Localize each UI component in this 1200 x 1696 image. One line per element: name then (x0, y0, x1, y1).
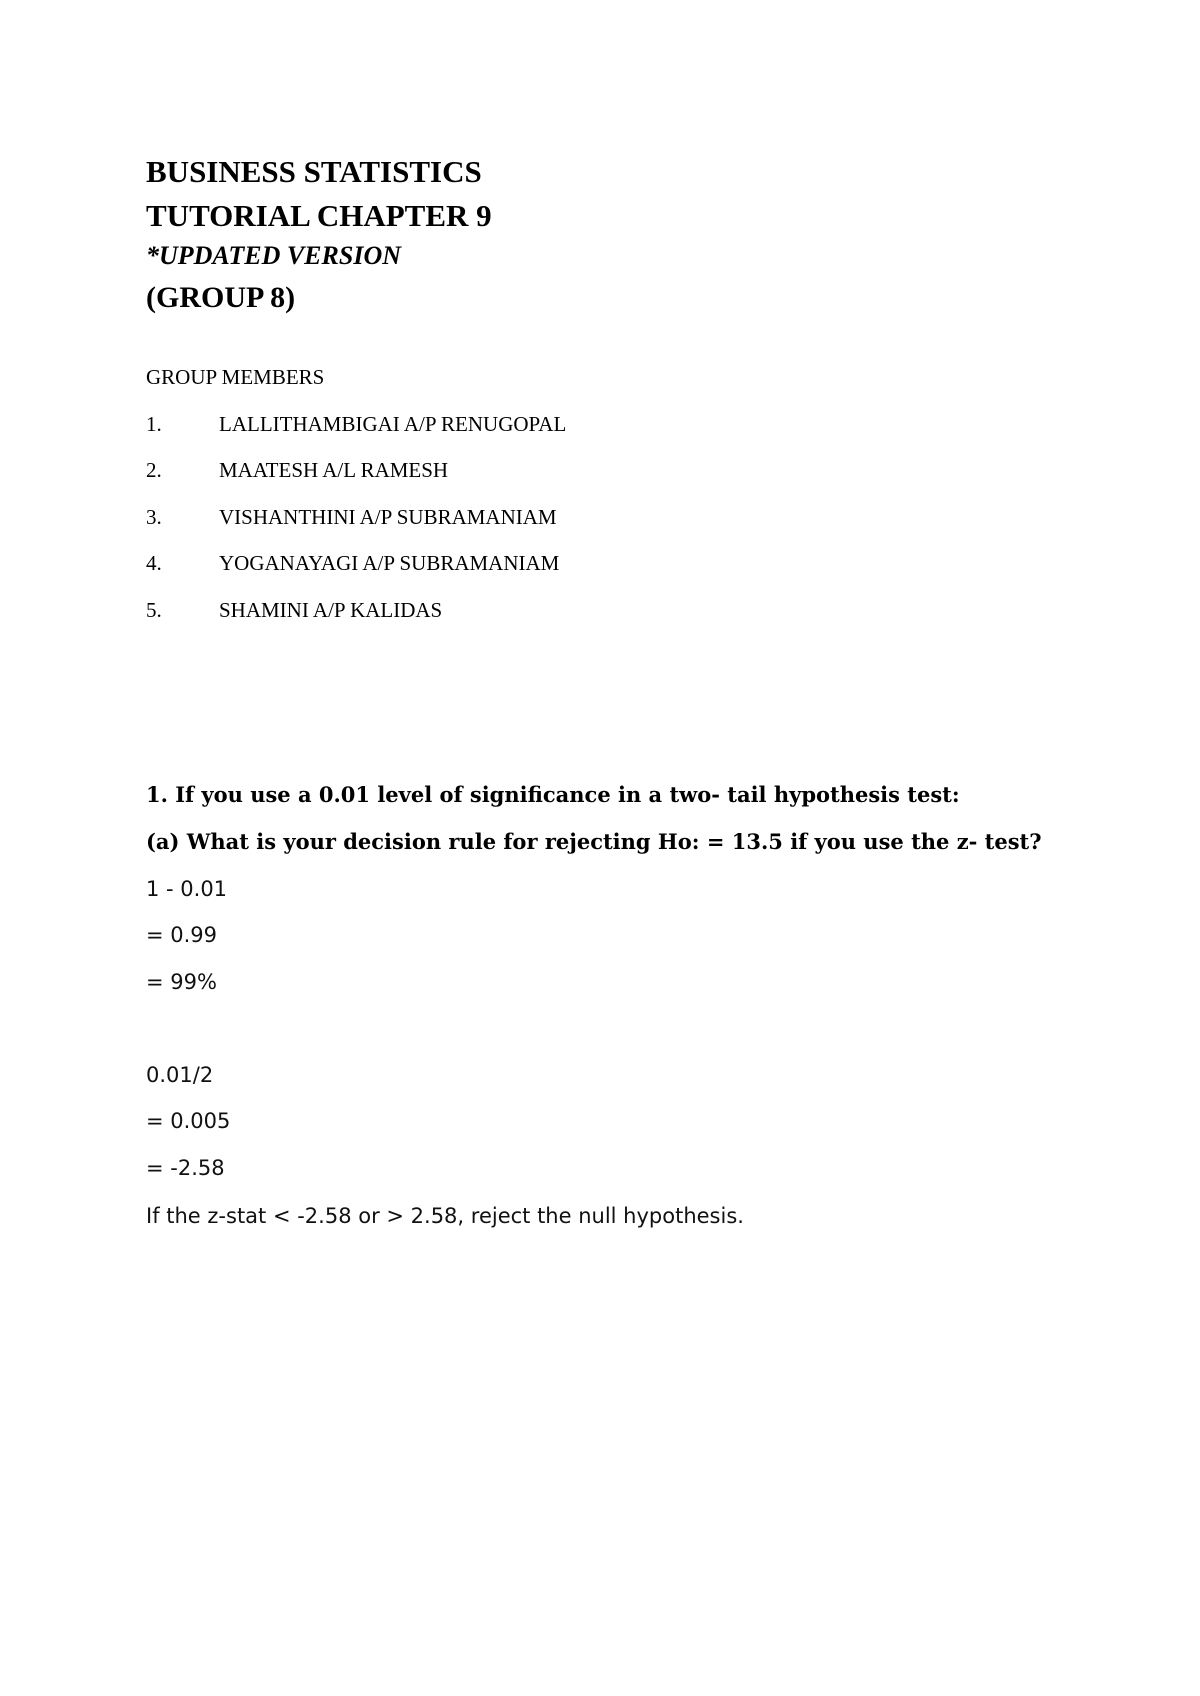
calc-line: 0.01/2 (146, 1063, 214, 1087)
member-number: 4. (146, 551, 162, 575)
calc-line: = 0.99 (146, 923, 218, 947)
group-members-heading: GROUP MEMBERS (146, 365, 325, 389)
member-number: 1. (146, 412, 162, 436)
member-number: 5. (146, 598, 162, 622)
question-1a: (a) What is your decision rule for rejecting Ho: = 13.5 if you use the z- test? (146, 829, 1042, 854)
member-name: VISHANTHINI A/P SUBRAMANIAM (219, 505, 557, 529)
member-number: 2. (146, 458, 162, 482)
member-name: MAATESH A/L RAMESH (219, 458, 449, 482)
question-1: 1. If you use a 0.01 level of significance in a two- tail hypothesis test: (146, 782, 960, 807)
member-name: YOGANAYAGI A/P SUBRAMANIAM (219, 551, 560, 575)
calc-line: = 0.005 (146, 1109, 231, 1133)
updated-version-note: *UPDATED VERSION (146, 241, 401, 270)
calc-line: = 99% (146, 970, 217, 994)
member-name: LALLITHAMBIGAI A/P RENUGOPAL (219, 412, 567, 436)
member-name: SHAMINI A/P KALIDAS (219, 598, 443, 622)
document-title: BUSINESS STATISTICS (146, 154, 482, 189)
conclusion-text: If the z-stat < -2.58 or > 2.58, reject the null hypothesis. (146, 1204, 744, 1228)
calc-line: = -2.58 (146, 1156, 225, 1180)
member-number: 3. (146, 505, 162, 529)
document-subtitle: TUTORIAL CHAPTER 9 (146, 198, 492, 233)
calc-line: 1 - 0.01 (146, 877, 228, 901)
group-label: (GROUP 8) (146, 281, 296, 314)
